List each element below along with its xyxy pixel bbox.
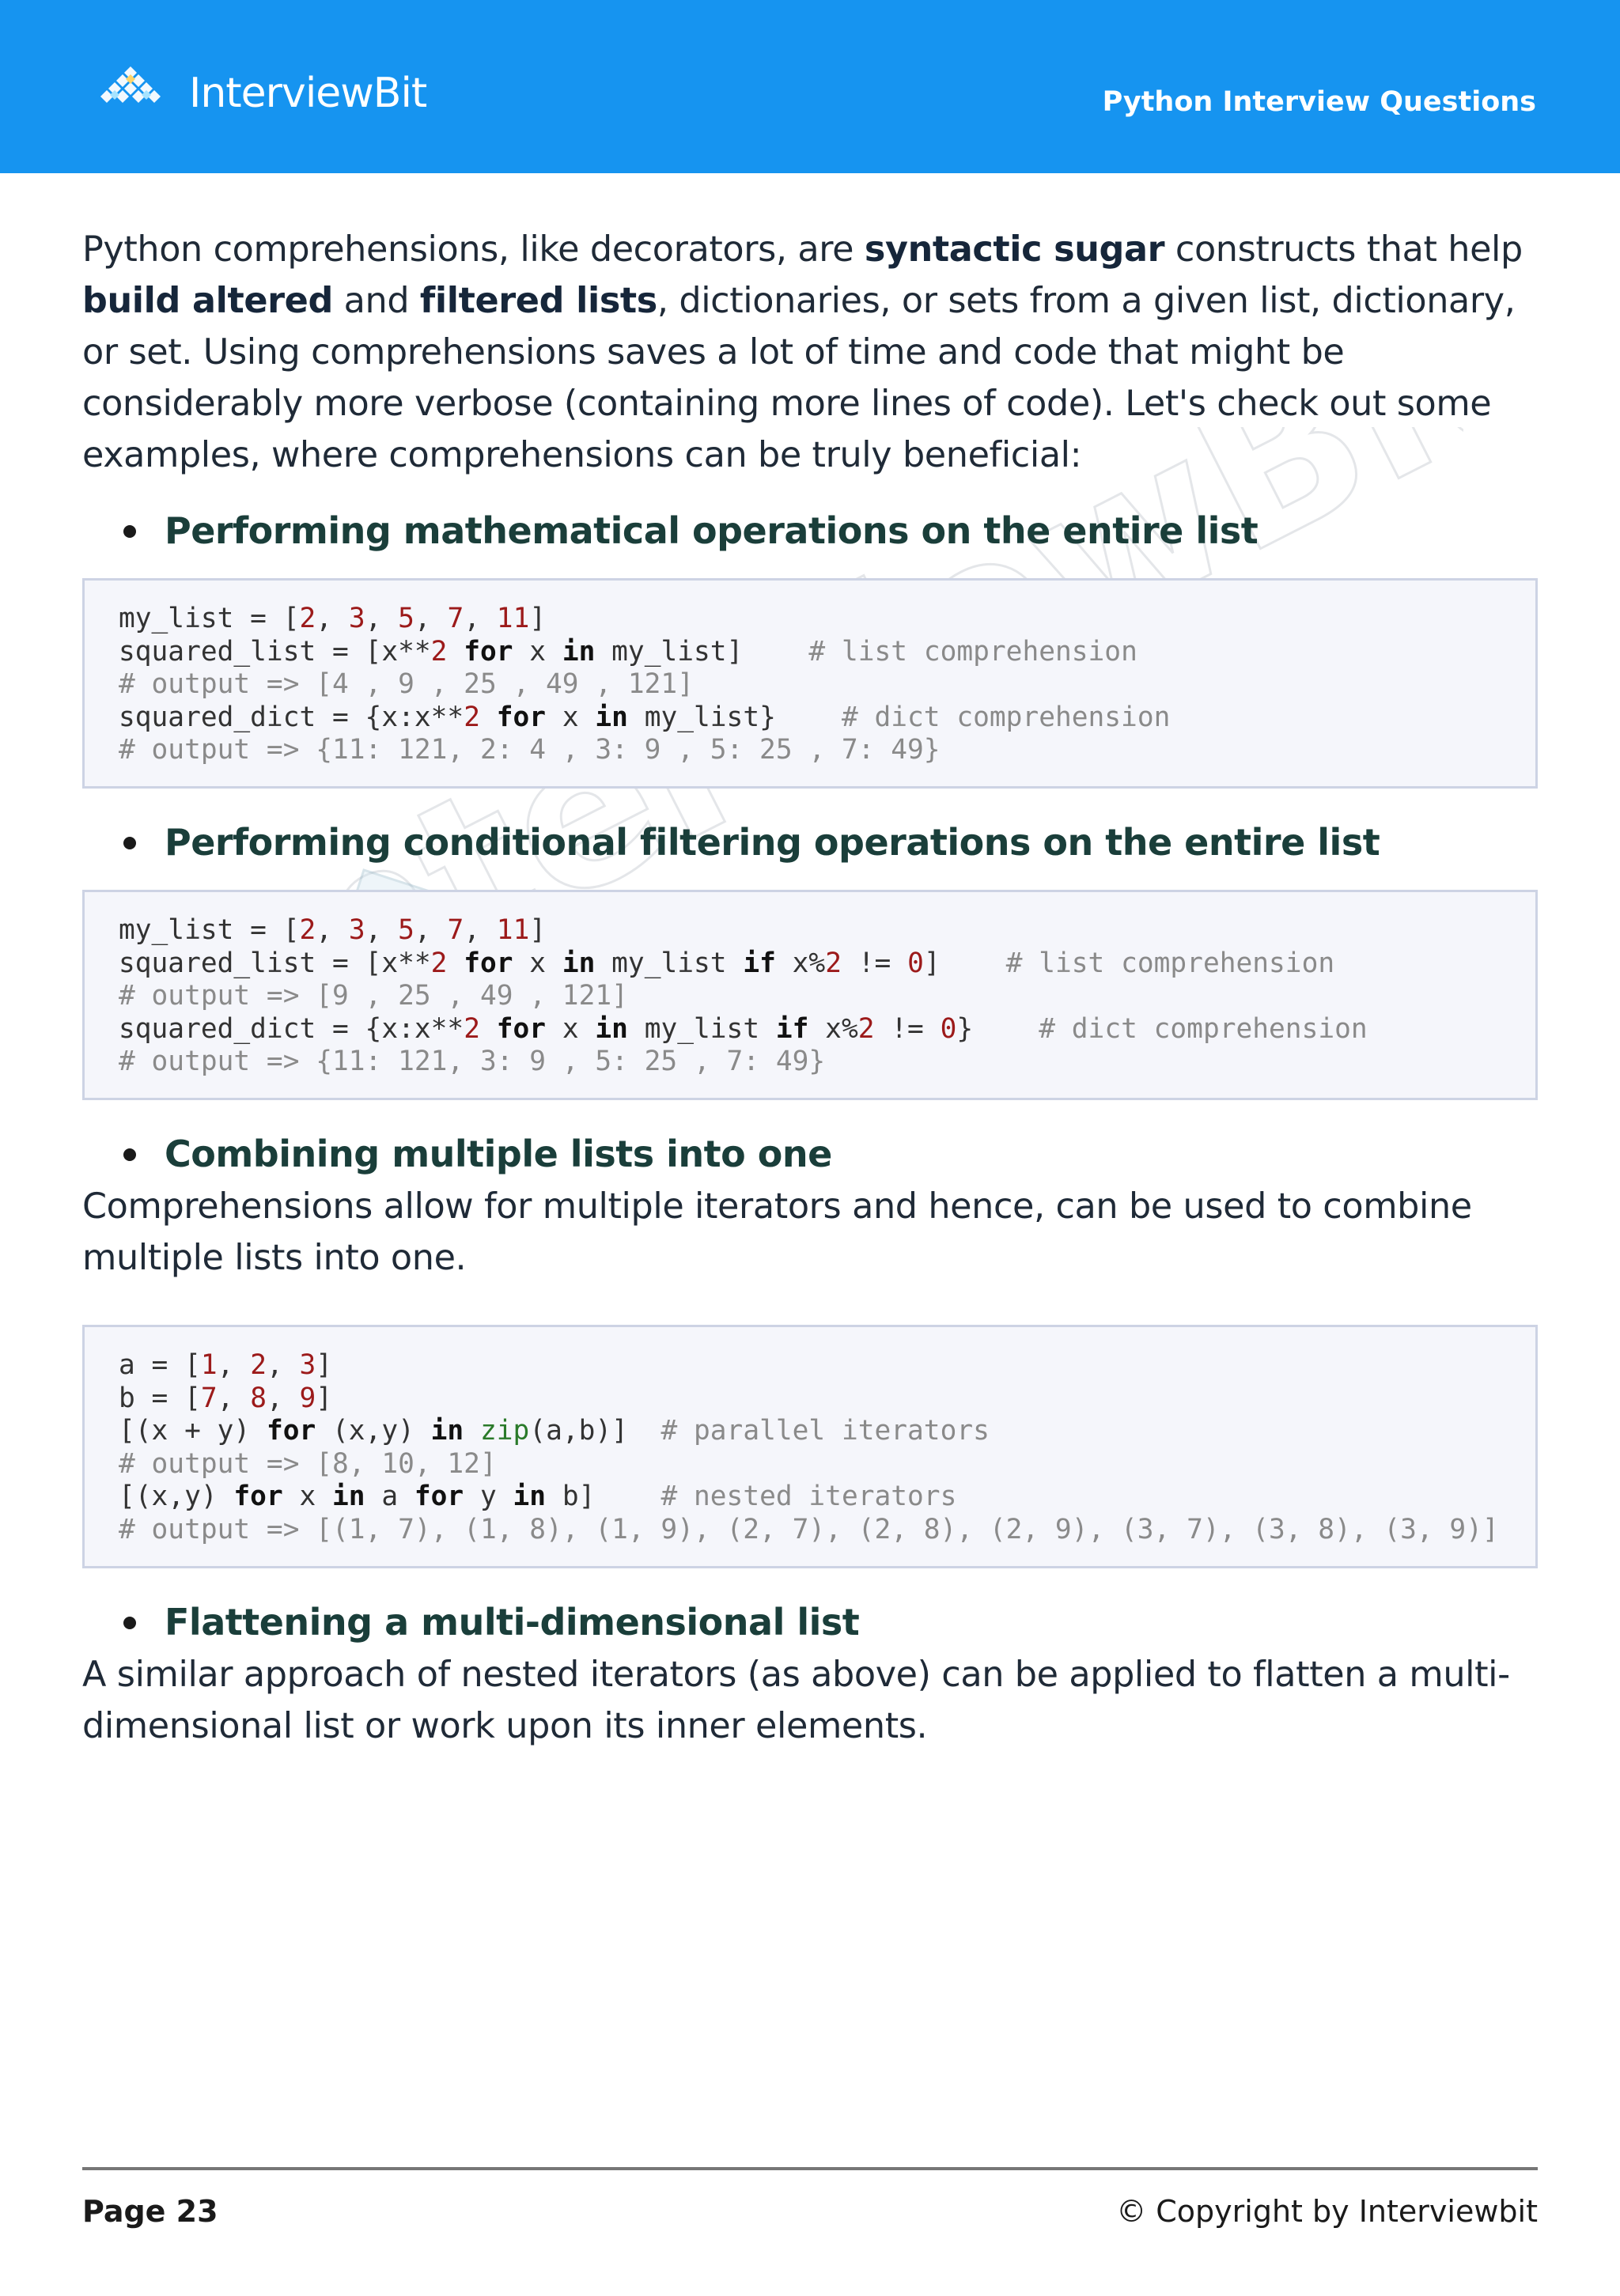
- code-token: in: [595, 701, 628, 733]
- code-token: x%: [775, 947, 826, 979]
- code-token: 3: [299, 1348, 316, 1381]
- code-token: # dict comprehension: [1039, 1012, 1368, 1045]
- code-token: 0: [907, 947, 924, 979]
- code-token: my_list: [627, 1012, 776, 1045]
- code-token: [480, 702, 497, 733]
- code-token: 5: [398, 913, 414, 946]
- code-token: [(x,y): [119, 1481, 234, 1513]
- intro-paragraph: [82, 224, 1538, 481]
- code-line: [119, 914, 1504, 948]
- intro-bold-3: filtered lists: [419, 281, 657, 321]
- interviewbit-logo[interactable]: [83, 62, 426, 125]
- code-token: x%: [808, 1012, 858, 1045]
- code-token: 2: [250, 1348, 267, 1381]
- page-header: [0, 0, 1620, 173]
- code-token: }: [956, 1012, 1039, 1045]
- code-token: ,: [365, 603, 399, 634]
- code-token: 7: [200, 1382, 218, 1414]
- code-token: # output => [9 , 25 , 49 , 121]: [119, 980, 628, 1012]
- code-token: 2: [299, 913, 316, 946]
- code-token: 11: [496, 913, 530, 946]
- code-token: my_list = [: [119, 603, 300, 634]
- code-token: in: [595, 1012, 628, 1045]
- code-block: [82, 578, 1538, 789]
- document-title: Python Interview Questions: [1102, 86, 1536, 118]
- code-token: ,: [266, 1382, 300, 1414]
- code-token: a: [365, 1481, 414, 1513]
- code-token: 8: [250, 1382, 267, 1414]
- code-token: # parallel iterators: [660, 1415, 990, 1447]
- code-token: for: [266, 1415, 316, 1447]
- code-token: # output => {11: 121, 2: 4 , 3: 9 , 5: 25 , 7: 49}: [119, 734, 941, 766]
- code-token: ,: [266, 1348, 300, 1381]
- code-token: # output => {11: 121, 3: 9 , 5: 25 , 7: 49}: [119, 1046, 826, 1078]
- code-line: [119, 1046, 1504, 1079]
- code-token: for: [233, 1481, 283, 1513]
- code-token: 2: [464, 1012, 480, 1045]
- code-line: [119, 636, 1504, 669]
- code-token: (x,y): [316, 1415, 431, 1447]
- code-token: # nested iterators: [660, 1481, 957, 1513]
- code-line: [119, 668, 1504, 702]
- code-token: 2: [299, 603, 316, 634]
- code-token: 2: [430, 635, 448, 668]
- intro-text-4: , dictionaries, or sets from a given list, dictionary, or set. Using comprehensions saves a lot of time and code that might be considerably more verbose (containing more lines of code). Let's check out some examples, where comprehensions can be truly beneficial:: [82, 281, 1516, 475]
- code-token: ]: [923, 947, 1006, 979]
- code-token: ,: [414, 913, 448, 946]
- code-token: in: [562, 947, 596, 979]
- code-token: ,: [316, 913, 349, 946]
- intro-text-1: Python comprehensions, like decorators, are: [82, 229, 865, 270]
- code-token: !=: [841, 947, 908, 979]
- code-token: (a,b)]: [529, 1415, 661, 1447]
- code-token: x: [513, 635, 562, 668]
- code-token: my_list}: [627, 701, 842, 733]
- code-token: ,: [464, 913, 497, 946]
- code-token: 2: [857, 1012, 875, 1045]
- code-token: for: [496, 1012, 547, 1045]
- code-token: for: [464, 947, 513, 979]
- code-token: a = [: [119, 1348, 201, 1381]
- code-token: ]: [316, 1382, 333, 1414]
- code-token: 2: [464, 701, 480, 733]
- code-token: 2: [825, 947, 842, 979]
- code-token: 1: [200, 1348, 218, 1381]
- section-paragraph: A similar approach of nested iterators (as above) can be applied to flatten a multi-dimensional list or work upon its inner elements.: [82, 1654, 1510, 1746]
- code-token: 11: [496, 603, 530, 634]
- code-block: [82, 1325, 1538, 1568]
- code-token: x: [513, 947, 562, 979]
- code-token: 7: [447, 913, 464, 946]
- code-token: # dict comprehension: [841, 701, 1171, 733]
- section-paragraph: Comprehensions allow for multiple iterators and hence, can be used to combine multiple lists into one.: [82, 1186, 1472, 1278]
- code-token: ,: [316, 603, 349, 634]
- code-token: in: [513, 1481, 547, 1513]
- code-token: ]: [529, 603, 547, 634]
- code-line: [119, 948, 1504, 981]
- code-token: x: [282, 1481, 333, 1513]
- bullet-heading: Flattening a multi-dimensional list: [82, 1595, 1538, 1649]
- code-token: if: [775, 1012, 809, 1045]
- code-line: [119, 1383, 1504, 1416]
- code-token: in: [430, 1415, 464, 1447]
- code-token: squared_dict = {x:x**: [119, 701, 464, 733]
- code-token: zip: [479, 1415, 530, 1447]
- code-token: [464, 1415, 480, 1447]
- code-token: ]: [529, 913, 547, 946]
- code-token: ,: [464, 603, 497, 634]
- code-token: [447, 948, 464, 979]
- code-token: 0: [940, 1012, 957, 1045]
- code-token: 3: [348, 603, 365, 634]
- code-token: 2: [430, 947, 448, 979]
- code-token: squared_list = [x**: [119, 635, 431, 668]
- code-token: # list comprehension: [1005, 947, 1335, 979]
- code-token: 9: [299, 1382, 316, 1414]
- code-token: # list comprehension: [808, 635, 1137, 668]
- main-content: [82, 224, 1538, 1752]
- code-token: # output => [8, 10, 12]: [119, 1447, 497, 1480]
- code-line: [119, 734, 1504, 767]
- bullet-heading: Combining multiple lists into one: [82, 1127, 1538, 1181]
- code-token: [447, 636, 464, 668]
- code-token: # output => [(1, 7), (1, 8), (1, 9), (2, 7), (2, 8), (2, 9), (3, 7), (3, 8), (3, 9)]: [119, 1513, 1499, 1545]
- code-token: my_list: [595, 947, 744, 979]
- code-token: !=: [874, 1012, 941, 1045]
- intro-bold-2: build altered: [82, 281, 333, 321]
- code-line: [119, 1013, 1504, 1046]
- code-token: ,: [217, 1348, 251, 1381]
- intro-bold-1: syntactic sugar: [864, 229, 1165, 270]
- code-token: x: [546, 701, 596, 733]
- code-line: [119, 1349, 1504, 1383]
- code-token: b = [: [119, 1382, 201, 1414]
- code-line: [119, 1481, 1504, 1514]
- code-line: [119, 603, 1504, 636]
- code-line: [119, 1514, 1504, 1547]
- code-token: squared_list = [x**: [119, 947, 431, 979]
- code-token: [(x + y): [119, 1415, 267, 1447]
- code-token: in: [332, 1481, 365, 1513]
- code-token: ,: [414, 603, 448, 634]
- interviewbit-logo-icon: [83, 62, 178, 125]
- page-number: Page 23: [82, 2194, 218, 2229]
- bullet-heading: Performing mathematical operations on the entire list: [82, 504, 1538, 558]
- code-token: in: [562, 635, 596, 668]
- copyright-notice: © Copyright by Interviewbit: [1116, 2194, 1538, 2229]
- bullet-heading: Performing conditional filtering operations on the entire list: [82, 815, 1538, 869]
- code-token: for: [496, 701, 547, 733]
- code-token: y: [464, 1481, 513, 1513]
- code-token: my_list]: [595, 635, 809, 668]
- code-token: if: [743, 947, 776, 979]
- code-token: b]: [546, 1481, 661, 1513]
- code-token: 5: [398, 603, 414, 634]
- intro-text-2: constructs that help: [1164, 229, 1523, 270]
- code-token: my_list = [: [119, 913, 300, 946]
- logo-text: InterviewBit: [189, 70, 427, 117]
- code-token: squared_dict = {x:x**: [119, 1012, 464, 1045]
- code-line: [119, 702, 1504, 735]
- code-token: 7: [447, 603, 464, 634]
- code-block: [82, 890, 1538, 1100]
- code-token: [480, 1013, 497, 1045]
- code-token: 3: [348, 913, 365, 946]
- code-token: ,: [217, 1382, 251, 1414]
- code-token: for: [464, 635, 513, 668]
- code-token: ]: [316, 1348, 333, 1381]
- code-token: # output => [4 , 9 , 25 , 49 , 121]: [119, 668, 694, 701]
- code-token: for: [414, 1481, 464, 1513]
- intro-text-3: and: [332, 281, 420, 321]
- code-token: ,: [365, 913, 399, 946]
- code-line: [119, 1448, 1504, 1481]
- code-line: [119, 980, 1504, 1013]
- footer-divider: [82, 2167, 1538, 2170]
- code-line: [119, 1415, 1504, 1448]
- code-token: x: [546, 1012, 596, 1045]
